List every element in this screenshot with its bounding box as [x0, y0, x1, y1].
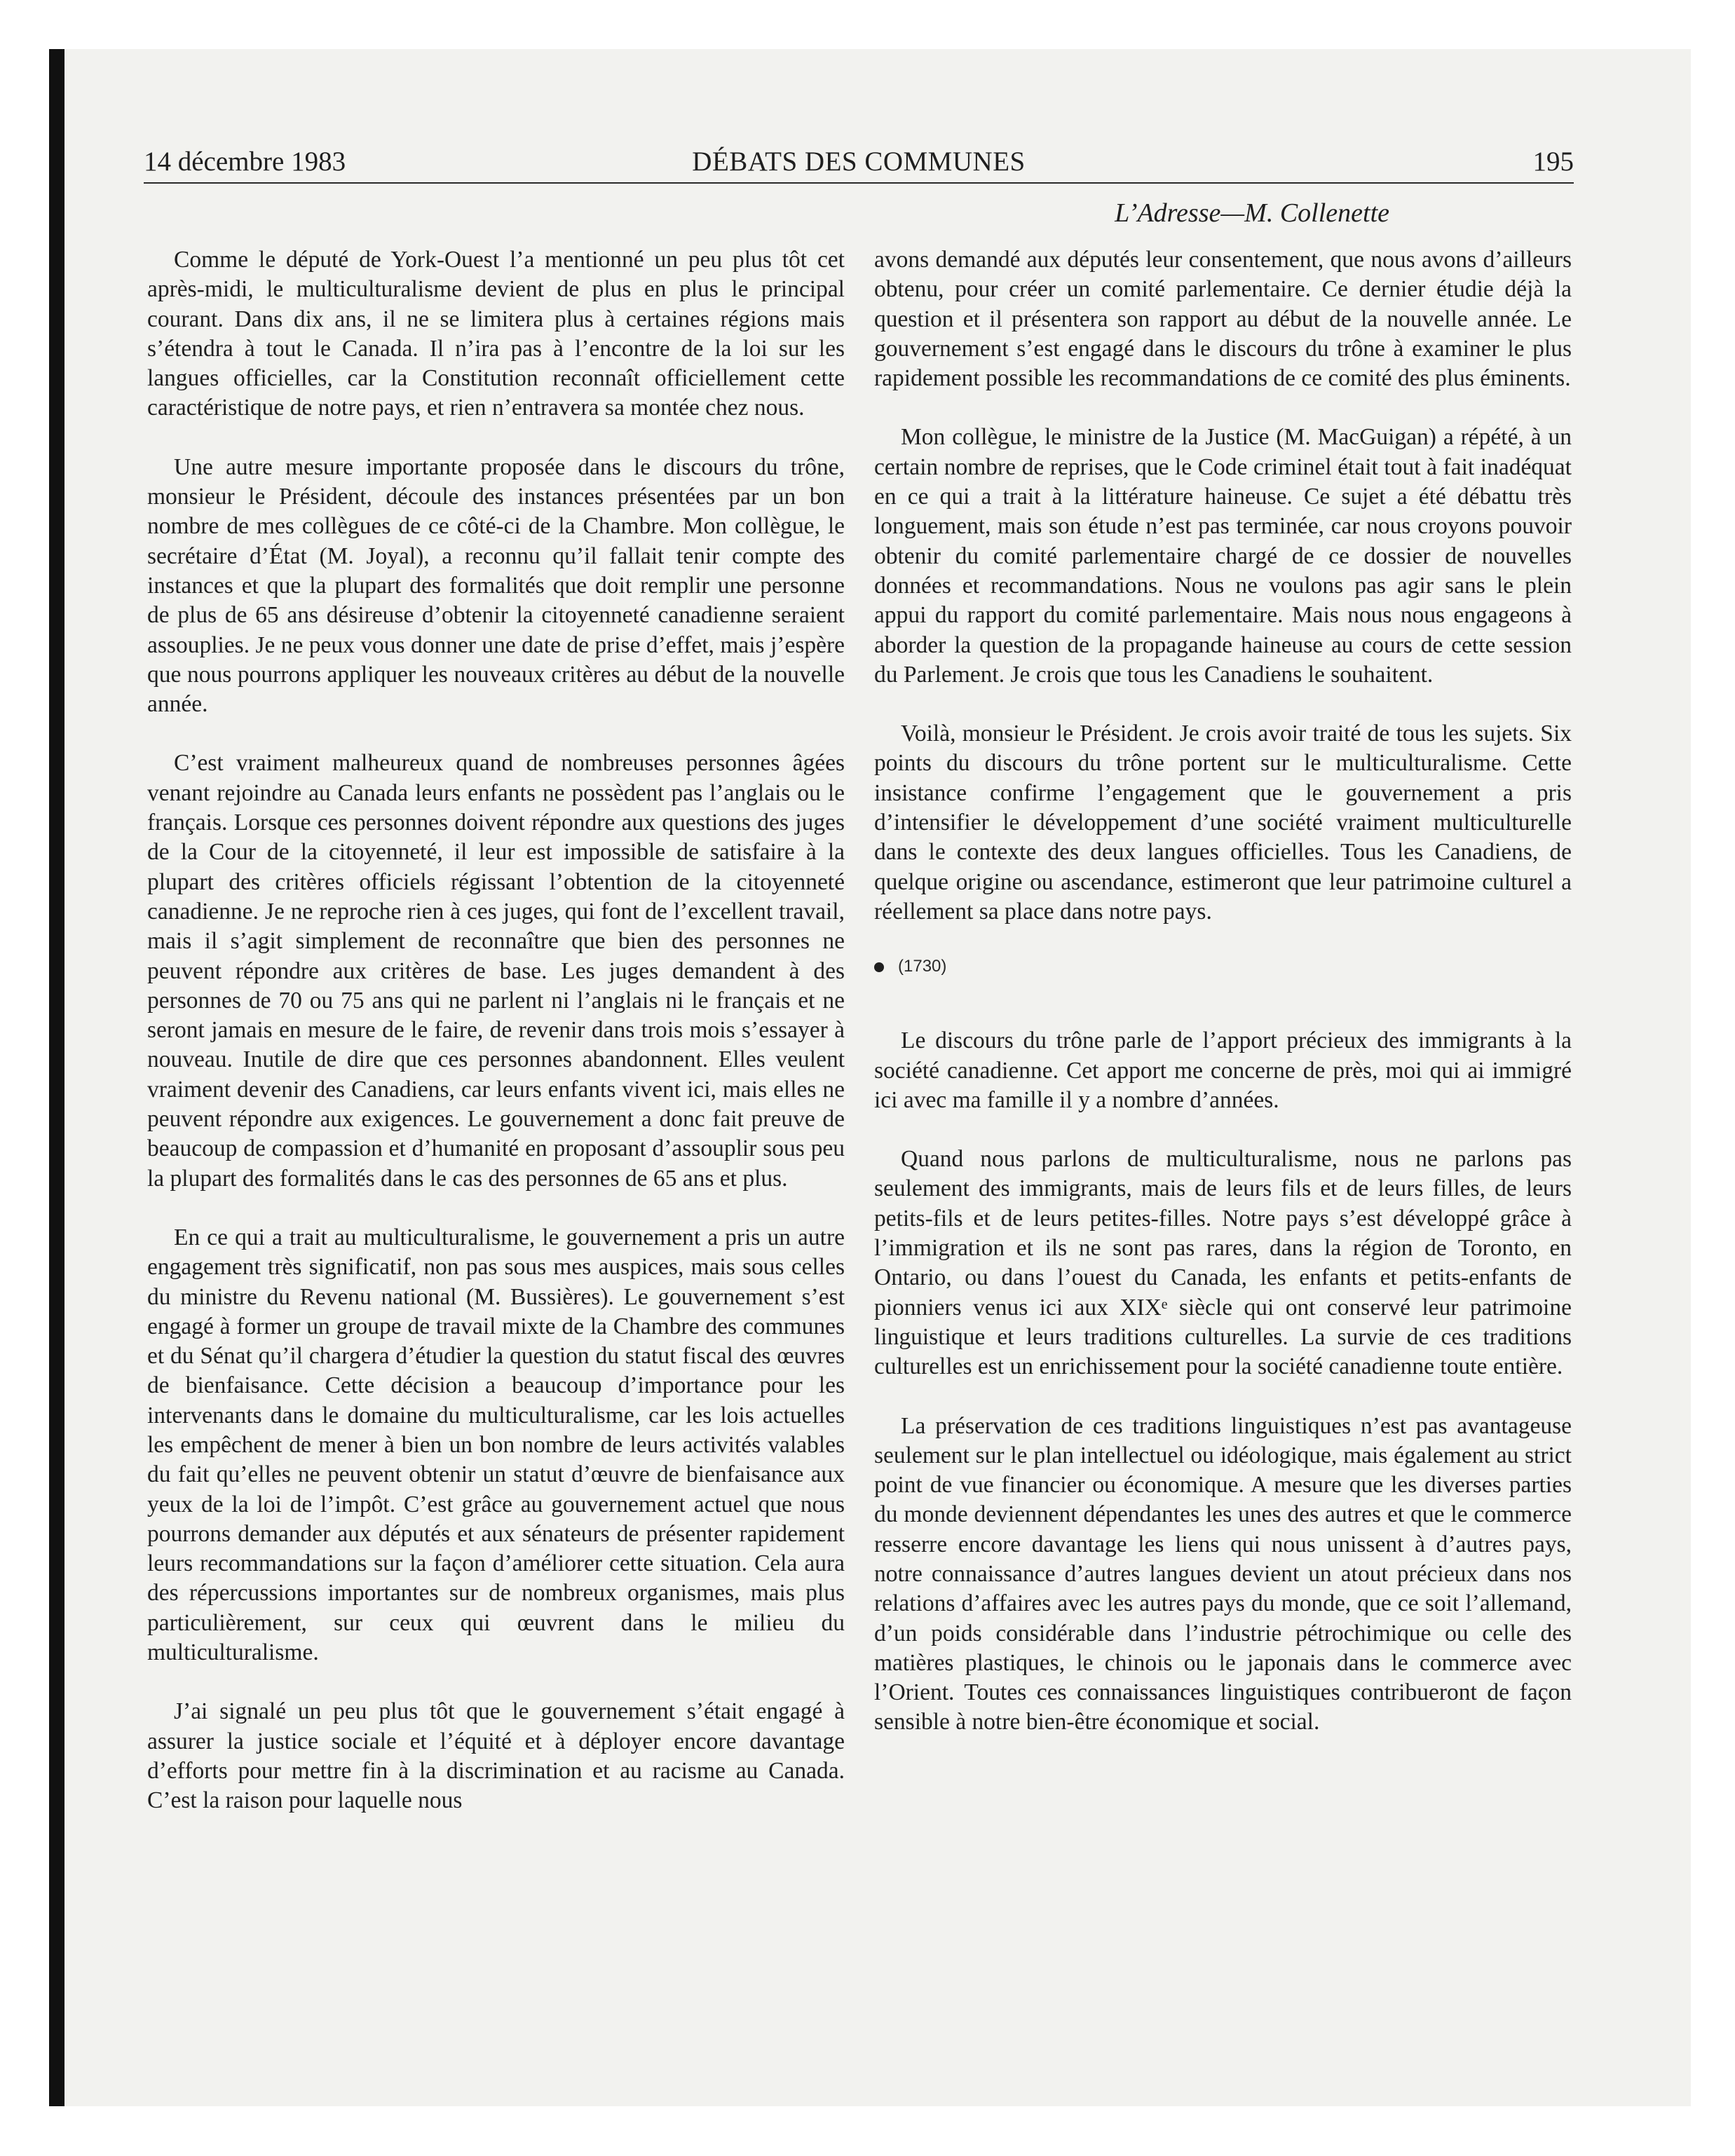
- header-date: 14 décembre 1983: [144, 146, 346, 177]
- header-page-number: 195: [1532, 146, 1574, 177]
- right-column: [874, 245, 1572, 1767]
- scan-edge-bar: [49, 49, 64, 2106]
- header-title: DÉBATS DES COMMUNES: [692, 146, 1026, 177]
- page-header: [144, 146, 1574, 184]
- paragraph: J’ai signalé un peu plus tôt que le gouvernement s’était engagé à assurer la justice sociale et l’équité et à déployer encore davantage d’efforts pour mettre fin à la discrimination et au racisme au Canada. C’est la raison pour laquelle nous: [147, 1698, 845, 1814]
- paragraph: C’est vraiment malheureux quand de nombreuses personnes âgées venant rejoindre au Canada leurs enfants ne possèdent pas l’anglais ou le français. Lorsque ces personnes doivent répondre aux questions des juges de la Cour de la citoyenneté, il leur est impossible de satisfaire à la plupart des critères officiels régissant l’obtention de la citoyenneté canadienne. Je ne reproche rien à ces juges, qui font de l’excellent travail, mais il s’agit simplement de reconnaître que bien des personnes ne peuvent répondre aux critères de base. Les juges demandent à des personnes de 70 ou 75 ans qui ne parlent ni l’anglais ni le français et ne seront jamais en mesure de le faire, de revenir dans trois mois s’essayer à nouveau. Inutile de dire que ces personnes abandonnent. Elles veulent vraiment devenir des Canadiens, car leurs enfants vivent ici, mais elles ne peuvent répondre aux exigences. Le gouvernement a donc fait preuve de beaucoup de compassion et d’humanité en proposant d’assouplir sous peu la plupart des formalités dans le cas des personnes de 65 ans et plus.: [147, 750, 845, 1192]
- timestamp-marker: [874, 956, 1572, 977]
- paragraph: avons demandé aux députés leur consentement, que nous avons d’ailleurs obtenu, pour créer un comité parlementaire. Ce dernier étudie déjà la question et il présentera son rapport au début de la nouvelle année. Le gouvernement s’est engagé dans le discours du trône à examiner le plus rapidement possible les recommandations de ce comité des plus éminents.: [874, 247, 1572, 392]
- paragraph: En ce qui a trait au multiculturalisme, le gouvernement a pris un autre engagement très significatif, non pas sous mes auspices, mais sous celles du ministre du Revenu national (M. Bussières). Le gouvernement s’est engagé à former un groupe de travail mixte de la Chambre des communes et du Sénat qu’il chargera d’étudier la question du statut fiscal des œuvres de bienfaisance. Cette décision a beaucoup d’importance pour les intervenants dans le domaine du multiculturalisme, car les lois actuelles les empêchent de mener à bien un bon nombre de leurs activités valables du fait qu’elles ne peuvent obtenir un statut d’œuvre de bienfaisance aux yeux de la loi de l’impôt. C’est grâce au gouvernement actuel que nous pourrons demander aux députés et aux sénateurs de présenter rapidement leurs recommandations sur la façon d’améliorer cette situation. Cela aura des répercussions importantes sur de nombreux organismes, mais plus particulièrement, sur ceux qui œuvrent dans le milieu du multiculturalisme.: [147, 1224, 845, 1666]
- paragraph: Voilà, monsieur le Président. Je crois avoir traité de tous les sujets. Six points du discours du trône portent sur le multiculturalisme. Cette insistance confirme l’engagement que le gouvernement a pris d’intensifier le développement d’une société vraiment multiculturelle dans le contexte des deux langues officielles. Tous les Canadiens, de quelque origine ou ascendance, estimeront que leur patrimoine culturel a réellement sa place dans notre pays.: [874, 721, 1572, 925]
- paragraph: Comme le député de York-Ouest l’a mentionné un peu plus tôt cet après-midi, le multiculturalisme devient de plus en plus le principal courant. Dans dix ans, il ne se limitera plus à certaines régions mais s’étendra à tout le Canada. Il n’ira pas à l’encontre de la loi sur les langues officielles, car la Constitution reconnaît officiellement cette caractéristique de notre pays, et rien n’entravera sa montée chez nous.: [147, 247, 845, 421]
- paragraph: Mon collègue, le ministre de la Justice (M. MacGuigan) a répété, à un certain nombre de reprises, que le Code criminel était tout à fait inadéquat en ce qui a trait à la littérature haineuse. Ce sujet a été débattu très longuement, mais son étude n’est pas terminée, car nous croyons pouvoir obtenir du comité parlementaire chargé de ce dossier de nouvelles données et recommandations. Nous ne voulons pas agir sans le plein appui du rapport du comité parlementaire. Mais nous nous engageons à aborder la question de la propagande haineuse au cours de cette session du Parlement. Je crois que tous les Canadiens le souhaitent.: [874, 424, 1572, 688]
- timestamp-text: (1730): [898, 957, 947, 976]
- paragraph: Une autre mesure importante proposée dans le discours du trône, monsieur le Président, découle des instances présentées par un bon nombre de mes collègues de ce côté-ci de la Chambre. Mon collègue, le secrétaire d’État (M. Joyal), a reconnu qu’il fallait tenir compte des instances et que la plupart des formalités que doit remplir une personne de plus de 65 ans désireuse d’obtenir la citoyenneté canadienne seraient assouplies. Je ne peux vous donner une date de prise d’effet, mais j’espère que nous pourrons appliquer les nouveaux critères au début de la nouvelle année.: [147, 453, 845, 718]
- paragraph: La préservation de ces traditions linguistiques n’est pas avantageuse seulement sur le plan intellectuel ou idéologique, mais également au strict point de vue financier ou économique. A mesure que les diverses parties du monde deviennent dépendantes les unes des autres et que le commerce resserre encore davantage les liens qui nous unissent à d’autres pays, notre connaissance d’autres langues devient un atout précieux dans nos relations d’affaires avec les autres pays du monde, que ce soit l’allemand, d’un poids considérable dans l’industrie pétrochimique ou celle des matières plastiques, le chinois ou le japonais dans le commerce avec l’Orient. Toutes ces connaissances linguistiques contribueront de façon sensible à notre bien-être économique et social.: [874, 1412, 1572, 1735]
- paragraph: Le discours du trône parle de l’apport précieux des immigrants à la société canadienne. Cet apport me concerne de près, moi qui ai immigré ici avec ma famille il y a nombre d’années.: [874, 1028, 1572, 1113]
- left-column: [147, 245, 845, 1845]
- paragraph: Quand nous parlons de multiculturalisme, nous ne parlons pas seulement des immigrants, mais de leurs fils et de leurs filles, de leurs petits-fils et de leurs petites-filles. Notre pays s’est développé grâce à l’immigration et ils ne sont pas rares, dans la région de Toronto, en Ontario, ou dans l’ouest du Canada, les enfants et petits-enfants de pionniers venus ici aux XIXᵉ siècle qui ont conservé leur patrimoine linguistique et leurs traditions culturelles. La survie de ces traditions culturelles est un enrichissement pour la société canadienne toute entière.: [874, 1146, 1572, 1380]
- running-head: L’Adresse—M. Collenette: [1115, 198, 1389, 228]
- bullet-icon: [874, 962, 884, 972]
